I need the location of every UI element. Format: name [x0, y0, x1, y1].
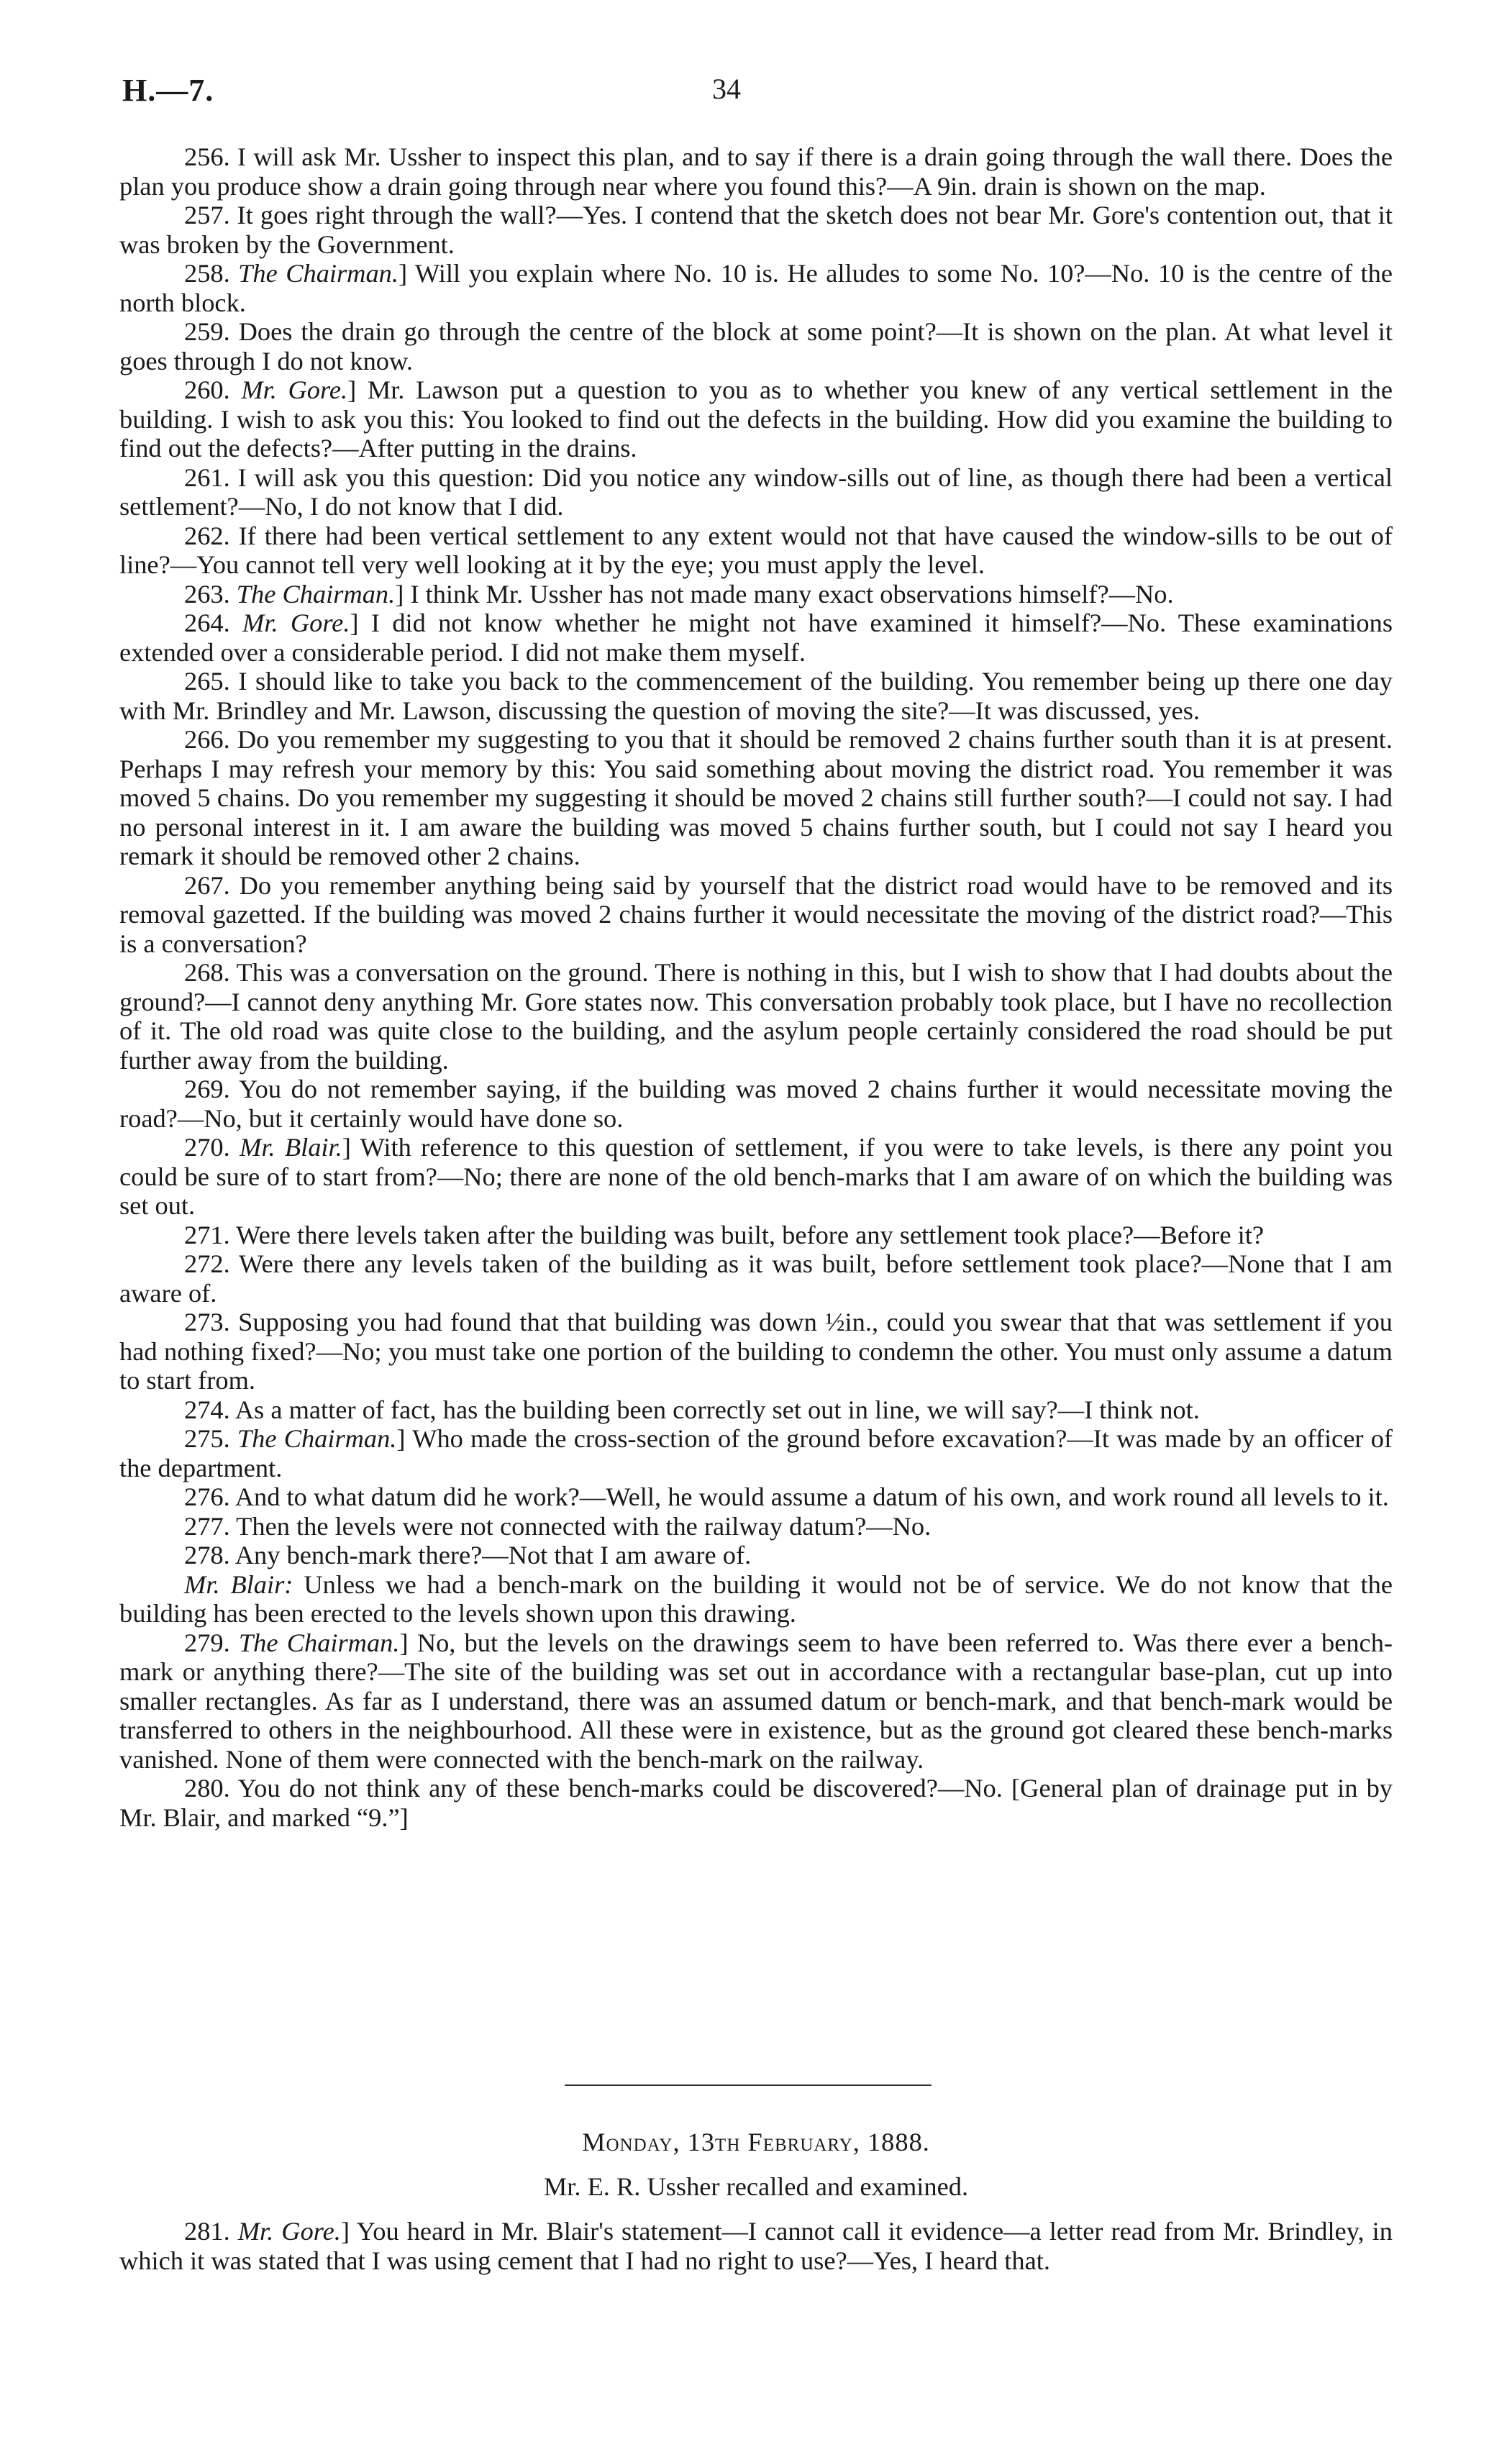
witness-heading: Mr. E. R. Ussher recalled and examined. — [543, 2172, 969, 2201]
paragraph-text: It goes right through the wall?—Yes. I contend that the sketch does not bear Mr. Gore's contention out, that it was broken by the Government. — [119, 201, 1393, 259]
question-paragraph — [119, 201, 1393, 259]
question-paragraph — [119, 1541, 1393, 1570]
question-number: 259. — [184, 317, 230, 346]
speaker-name: Mr. Gore. — [242, 609, 350, 637]
question-paragraph: 275. The Chairman.] Who made the cross-section of the ground before excavation?—It was made by an officer of the department. — [119, 1424, 1393, 1482]
paragraph-text: Do you remember anything being said by yourself that the district road would have to be removed and its removal gazetted. If the building was moved 2 chains further it would necessitate the moving of the district road?—This is a conversation? — [119, 870, 1393, 958]
paragraph-text: As a matter of fact, has the building been correctly set out in line, we will say?—I think not. — [234, 1395, 1200, 1424]
paragraph-text: Will you explain where No. 10 is. He alludes to some No. 10?—No. 10 is the centre of the north block. — [119, 259, 1393, 317]
question-paragraph — [119, 1482, 1393, 1512]
question-paragraph — [119, 725, 1393, 871]
speaker-name: Mr. Blair. — [240, 1133, 342, 1162]
question-paragraph: 270. Mr. Blair.] With reference to this question of settlement, if you were to take levels, is there any point you could be sure of to start from?—No; there are none of the old bench-marks that I am aware of on which the building was set out. — [119, 1133, 1393, 1220]
question-number: 267. — [184, 870, 230, 900]
question-number: 275. — [184, 1424, 230, 1453]
question-number: 278. — [184, 1541, 230, 1569]
question-number: 271. — [184, 1220, 230, 1249]
question-number: 263. — [184, 579, 230, 609]
question-number: 272. — [184, 1249, 230, 1278]
question-paragraph — [119, 1512, 1393, 1541]
question-paragraph: 279. The Chairman.] No, but the levels on the drawings seem to have been referred to. Was there ever a bench-mark or anything there?—The site of the building was set out in accordance with a rectangular base-plan, cut up into smaller rectangles. As far as I understand, there was an assumed datum or bench-mark, and that bench-mark would be transferred to others in the neighbourhood. All these were in existence, but as the ground got cleared these bench-marks vanished. None of them were connected with the bench-mark on the railway. — [119, 1628, 1393, 1774]
paragraph-text: I should like to take you back to the commencement of the building. You remember being up there one day with Mr. Brindley and Mr. Lawson, discussing the question of moving the site?—It was discussed, yes. — [119, 667, 1393, 725]
section-divider — [565, 2084, 932, 2086]
question-paragraph — [119, 521, 1393, 580]
question-number: 276. — [184, 1482, 230, 1511]
paragraph-text: Supposing you had found that that building was down ½in., could you swear that that was settlement if you had nothing fixed?—No; you must take one portion of the building to condemn the other. You must only assume a datum to start from. — [119, 1308, 1393, 1395]
paragraph-text: You do not think any of these bench-marks could be discovered?—No. [General plan of drainage put in by Mr. Blair, and marked “9.”] — [119, 1774, 1393, 1832]
speaker-name: The Chairman. — [237, 1424, 397, 1453]
session-date: Monday, 13th February, 1888. — [582, 2128, 930, 2156]
question-paragraph — [119, 958, 1393, 1075]
question-paragraph — [119, 317, 1393, 375]
question-number: 273. — [184, 1308, 230, 1336]
question-number: 281. — [184, 2217, 230, 2246]
speaker-name: Mr. Gore. — [241, 375, 348, 404]
paragraph-text: Any bench-mark there?—Not that I am aware of. — [234, 1541, 752, 1569]
paragraph-text: I will ask you this question: Did you notice any window-sills out of line, as though there had been a vertical settlement?—No, I do not know that I did. — [119, 462, 1393, 521]
paragraph-text: This was a conversation on the ground. There is nothing in this, but I wish to show that I had doubts about the ground?—I cannot deny anything Mr. Gore states now. This conversation probably took place, but I have no recollection of it. The old road was quite close to the building, and the asylum people certainly considered the road should be put further away from the building. — [119, 958, 1393, 1075]
question-number: 279. — [184, 1628, 230, 1657]
paragraph-text: You do not remember saying, if the building was moved 2 chains further it would necessitate moving the road?—No, but it certainly would have done so. — [119, 1075, 1393, 1133]
minutes-body — [119, 142, 1393, 1832]
paragraph-text: And to what datum did he work?—Well, he would assume a datum of his own, and work round all levels to it. — [234, 1482, 1389, 1511]
paragraph-text: Mr. Lawson put a question to you as to whether you knew of any vertical settlement in the building. I wish to ask you this: You looked to find out the defects in the building. How did you examine the building to find out the defects?—After putting in the drains. — [119, 375, 1393, 462]
question-number: 280. — [184, 1774, 230, 1803]
page-number: 34 — [712, 73, 741, 105]
question-number: 258. — [184, 259, 230, 288]
paragraph-text: I will ask Mr. Ussher to inspect this plan, and to say if there is a drain going through the wall there. Does the plan you produce show a drain going through near where you found this?—A 9in. drain is shown on the map. — [119, 142, 1393, 201]
paragraph-text: Unless we had a bench-mark on the building it would not be of service. We do not know that the building has been erected to the levels shown upon this drawing. — [119, 1569, 1393, 1628]
question-number: 274. — [184, 1395, 230, 1424]
question-number: 264. — [184, 609, 230, 637]
question-paragraph: 281. Mr. Gore.] You heard in Mr. Blair's statement—I cannot call it evidence—a letter read from Mr. Brindley, in which it was stated that I was using cement that I had no right to use?—Yes, I heard that. — [119, 2217, 1393, 2275]
paragraph-text: You heard in Mr. Blair's statement—I cannot call it evidence—a letter read from Mr. Brindley, in which it was stated that I was using cement that I had no right to use?—Yes, I heard that. — [119, 2217, 1393, 2275]
speaker-name: The Chairman. — [238, 259, 399, 288]
question-number: 265. — [184, 667, 230, 696]
speaker-name: The Chairman. — [236, 579, 396, 609]
question-paragraph — [119, 1395, 1393, 1425]
question-paragraph — [119, 1570, 1393, 1628]
paragraph-text: Were there levels taken after the building was built, before any settlement took place?—Before it? — [236, 1220, 1265, 1249]
question-number: 260. — [184, 375, 230, 404]
question-paragraph — [119, 1774, 1393, 1832]
question-number: 261. — [184, 462, 230, 492]
question-paragraph: 258. The Chairman.] Will you explain where No. 10 is. He alludes to some No. 10?—No. 10 is the centre of the north block. — [119, 259, 1393, 317]
paragraph-text: Who made the cross-section of the ground before excavation?—It was made by an officer of the department. — [119, 1424, 1393, 1482]
question-paragraph — [119, 1075, 1393, 1133]
paragraph-text: Were there any levels taken of the building as it was built, before settlement took place?—None that I am aware of. — [119, 1249, 1393, 1308]
paragraph-text: With reference to this question of settlement, if you were to take levels, is there any point you could be sure of to start from?—No; there are none of the old bench-marks that I am aware of on which the building was set out. — [119, 1133, 1393, 1220]
question-paragraph — [119, 1308, 1393, 1395]
question-number: 268. — [184, 958, 230, 987]
speaker-name: Mr. Gore. — [237, 2217, 341, 2246]
question-number: 256. — [184, 142, 230, 171]
question-paragraph: 264. Mr. Gore.] I did not know whether he might not have examined it himself?—No. These examinations extended over a considerable period. I did not make them myself. — [119, 609, 1393, 667]
question-paragraph: 260. Mr. Gore.] Mr. Lawson put a question to you as to whether you knew of any vertical settlement in the building. I wish to ask you this: You looked to find out the defects in the building. How did you examine the building to find out the defects?—After putting in the drains. — [119, 375, 1393, 462]
series-label: H.—7. — [122, 73, 214, 108]
question-number: 269. — [184, 1075, 230, 1103]
question-number: 277. — [184, 1511, 230, 1541]
question-paragraph — [119, 1221, 1393, 1250]
question-paragraph — [119, 871, 1393, 959]
final-question — [119, 2217, 1393, 2275]
paragraph-text: I think Mr. Ussher has not made many exact observations himself?—No. — [410, 579, 1174, 609]
paragraph-text: I did not know whether he might not have examined it himself?—No. These examinations extended over a considerable period. I did not make them myself. — [119, 609, 1393, 667]
question-paragraph: 263. The Chairman.] I think Mr. Ussher has not made many exact observations himself?—No. — [184, 579, 1174, 609]
paragraph-text: If there had been vertical settlement to any extent would not that have caused the window-sills to be out of line?—You cannot tell very well looking at it by the eye; you must apply the level. — [119, 521, 1393, 579]
question-number: 270. — [184, 1133, 230, 1162]
question-paragraph — [119, 667, 1393, 725]
question-paragraph — [119, 463, 1393, 521]
speaker-name: The Chairman. — [238, 1628, 400, 1657]
paragraph-text: Then the levels were not connected with the railway datum?—No. — [236, 1511, 932, 1541]
question-number: 257. — [184, 201, 230, 229]
paragraph-text: Do you remember my suggesting to you that it should be removed 2 chains further south than it is at present. Perhaps I may refresh your memory by this: You said something about moving the district road. You remember it was moved 5 chains. Do you remember my suggesting it should be moved 2 chains still further south?—I could not say. I had no personal interest in it. I am aware the building was moved 5 chains further south, but I could not say I heard you remark it should be removed other 2 chains. — [119, 725, 1393, 870]
question-number: 266. — [184, 725, 230, 754]
question-number: 262. — [184, 521, 230, 550]
paragraph-text: Does the drain go through the centre of the block at some point?—It is shown on the plan. At what level it goes through I do not know. — [119, 317, 1393, 375]
speaker-name: Mr. Blair: — [184, 1569, 293, 1599]
question-paragraph — [119, 1249, 1393, 1308]
question-paragraph — [119, 142, 1393, 201]
paragraph-text: No, but the levels on the drawings seem to have been referred to. Was there ever a bench-mark or anything there?—The site of the building was set out in accordance with a rectangular base-plan, cut up into smaller rectangles. As far as I understand, there was an assumed datum or bench-mark, and that bench-mark would be transferred to others in the neighbourhood. All these were in existence, but as the ground got cleared these bench-marks vanished. None of them were connected with the bench-mark on the railway. — [119, 1628, 1393, 1774]
